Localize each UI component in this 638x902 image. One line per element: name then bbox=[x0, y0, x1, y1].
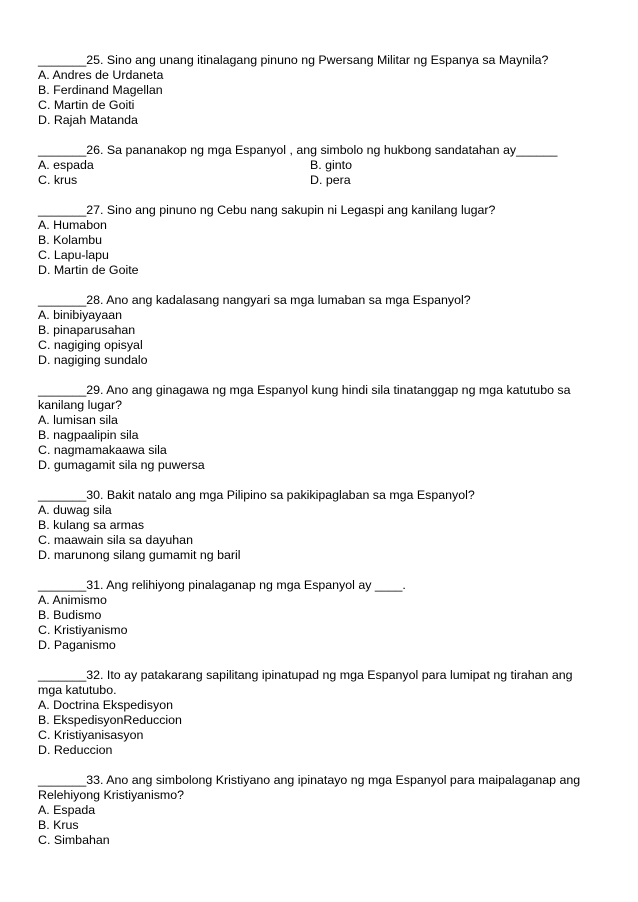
choice-d: D. gumagamit sila ng puwersa bbox=[38, 458, 205, 472]
choice-a: A. Humabon bbox=[38, 218, 107, 232]
choice-b: B. Kolambu bbox=[38, 233, 103, 247]
choice-a: A. duwag sila bbox=[38, 503, 112, 517]
choice-b: B. pinaparusahan bbox=[38, 323, 136, 337]
choice-d: D. pera bbox=[310, 173, 351, 187]
choice-d: D. Rajah Matanda bbox=[38, 113, 138, 127]
choice-a: A. Doctrina Ekspedisyon bbox=[38, 698, 173, 712]
question-text: _______28. Ano ang kadalasang nangyari sa mga lumaban sa mga Espanyol? bbox=[38, 293, 471, 307]
choice-c: C. nagmamakaawa sila bbox=[38, 443, 167, 457]
choice-b: B. ginto bbox=[310, 158, 353, 172]
choice-a: A. espada bbox=[38, 158, 94, 172]
choice-row bbox=[38, 173, 598, 188]
question-text: _______31. Ang relihiyong pinalaganap ng mga Espanyol ay ____. bbox=[38, 578, 406, 592]
choice-d: D. nagiging sundalo bbox=[38, 353, 148, 367]
choice-a: A. Animismo bbox=[38, 593, 107, 607]
choice-a: A. Espada bbox=[38, 803, 96, 817]
choice-c: C. Kristiyanismo bbox=[38, 623, 128, 637]
question-text: _______29. Ano ang ginagawa ng mga Espanyol kung hindi sila tinatanggap ng mga katutubo sa kanilang lugar? bbox=[38, 383, 571, 412]
choice-b: B. EkspedisyonReduccion bbox=[38, 713, 182, 727]
choice-d: D. marunong silang gumamit ng baril bbox=[38, 548, 241, 562]
choice-d: D. Reduccion bbox=[38, 743, 113, 757]
choice-b: B. Ferdinand Magellan bbox=[38, 83, 163, 97]
choice-c: C. Martin de Goiti bbox=[38, 98, 135, 112]
question-31 bbox=[38, 578, 598, 653]
question-text: _______26. Sa pananakop ng mga Espanyol , ang simbolo ng hukbong sandatahan ay______ bbox=[38, 143, 558, 157]
choice-c: C. Kristiyanisasyon bbox=[38, 728, 144, 742]
question-26 bbox=[38, 143, 598, 188]
question-29 bbox=[38, 383, 598, 473]
choice-b: B. kulang sa armas bbox=[38, 518, 145, 532]
worksheet-page bbox=[38, 53, 598, 863]
choice-c: C. Simbahan bbox=[38, 833, 110, 847]
choice-b: B. Krus bbox=[38, 818, 79, 832]
choice-c: C. maawain sila sa dayuhan bbox=[38, 533, 193, 547]
question-30 bbox=[38, 488, 598, 563]
question-32 bbox=[38, 668, 598, 758]
choice-row bbox=[38, 158, 598, 173]
question-text: _______33. Ano ang simbolong Kristiyano ang ipinatayo ng mga Espanyol para maipalaganap ang Relehiyong Kristiyanismo? bbox=[38, 773, 581, 802]
question-25 bbox=[38, 53, 598, 128]
choice-d: D. Martin de Goite bbox=[38, 263, 139, 277]
choice-b: B. Budismo bbox=[38, 608, 102, 622]
question-text: _______32. Ito ay patakarang sapilitang ipinatupad ng mga Espanyol para lumipat ng tirahan ang mga katutubo. bbox=[38, 668, 573, 697]
choice-c: C. Lapu-lapu bbox=[38, 248, 109, 262]
choice-a: A. binibiyayaan bbox=[38, 308, 123, 322]
choice-c: C. nagiging opisyal bbox=[38, 338, 143, 352]
question-28 bbox=[38, 293, 598, 368]
question-27 bbox=[38, 203, 598, 278]
choice-c: C. krus bbox=[38, 173, 78, 187]
question-33 bbox=[38, 773, 598, 848]
question-text: _______27. Sino ang pinuno ng Cebu nang sakupin ni Legaspi ang kanilang lugar? bbox=[38, 203, 496, 217]
question-text: _______25. Sino ang unang itinalagang pinuno ng Pwersang Militar ng Espanya sa Maynila? bbox=[38, 53, 549, 67]
choice-b: B. nagpaalipin sila bbox=[38, 428, 139, 442]
choice-d: D. Paganismo bbox=[38, 638, 116, 652]
question-text: _______30. Bakit natalo ang mga Pilipino sa pakikipaglaban sa mga Espanyol? bbox=[38, 488, 475, 502]
choice-a: A. Andres de Urdaneta bbox=[38, 68, 164, 82]
choice-a: A. lumisan sila bbox=[38, 413, 118, 427]
